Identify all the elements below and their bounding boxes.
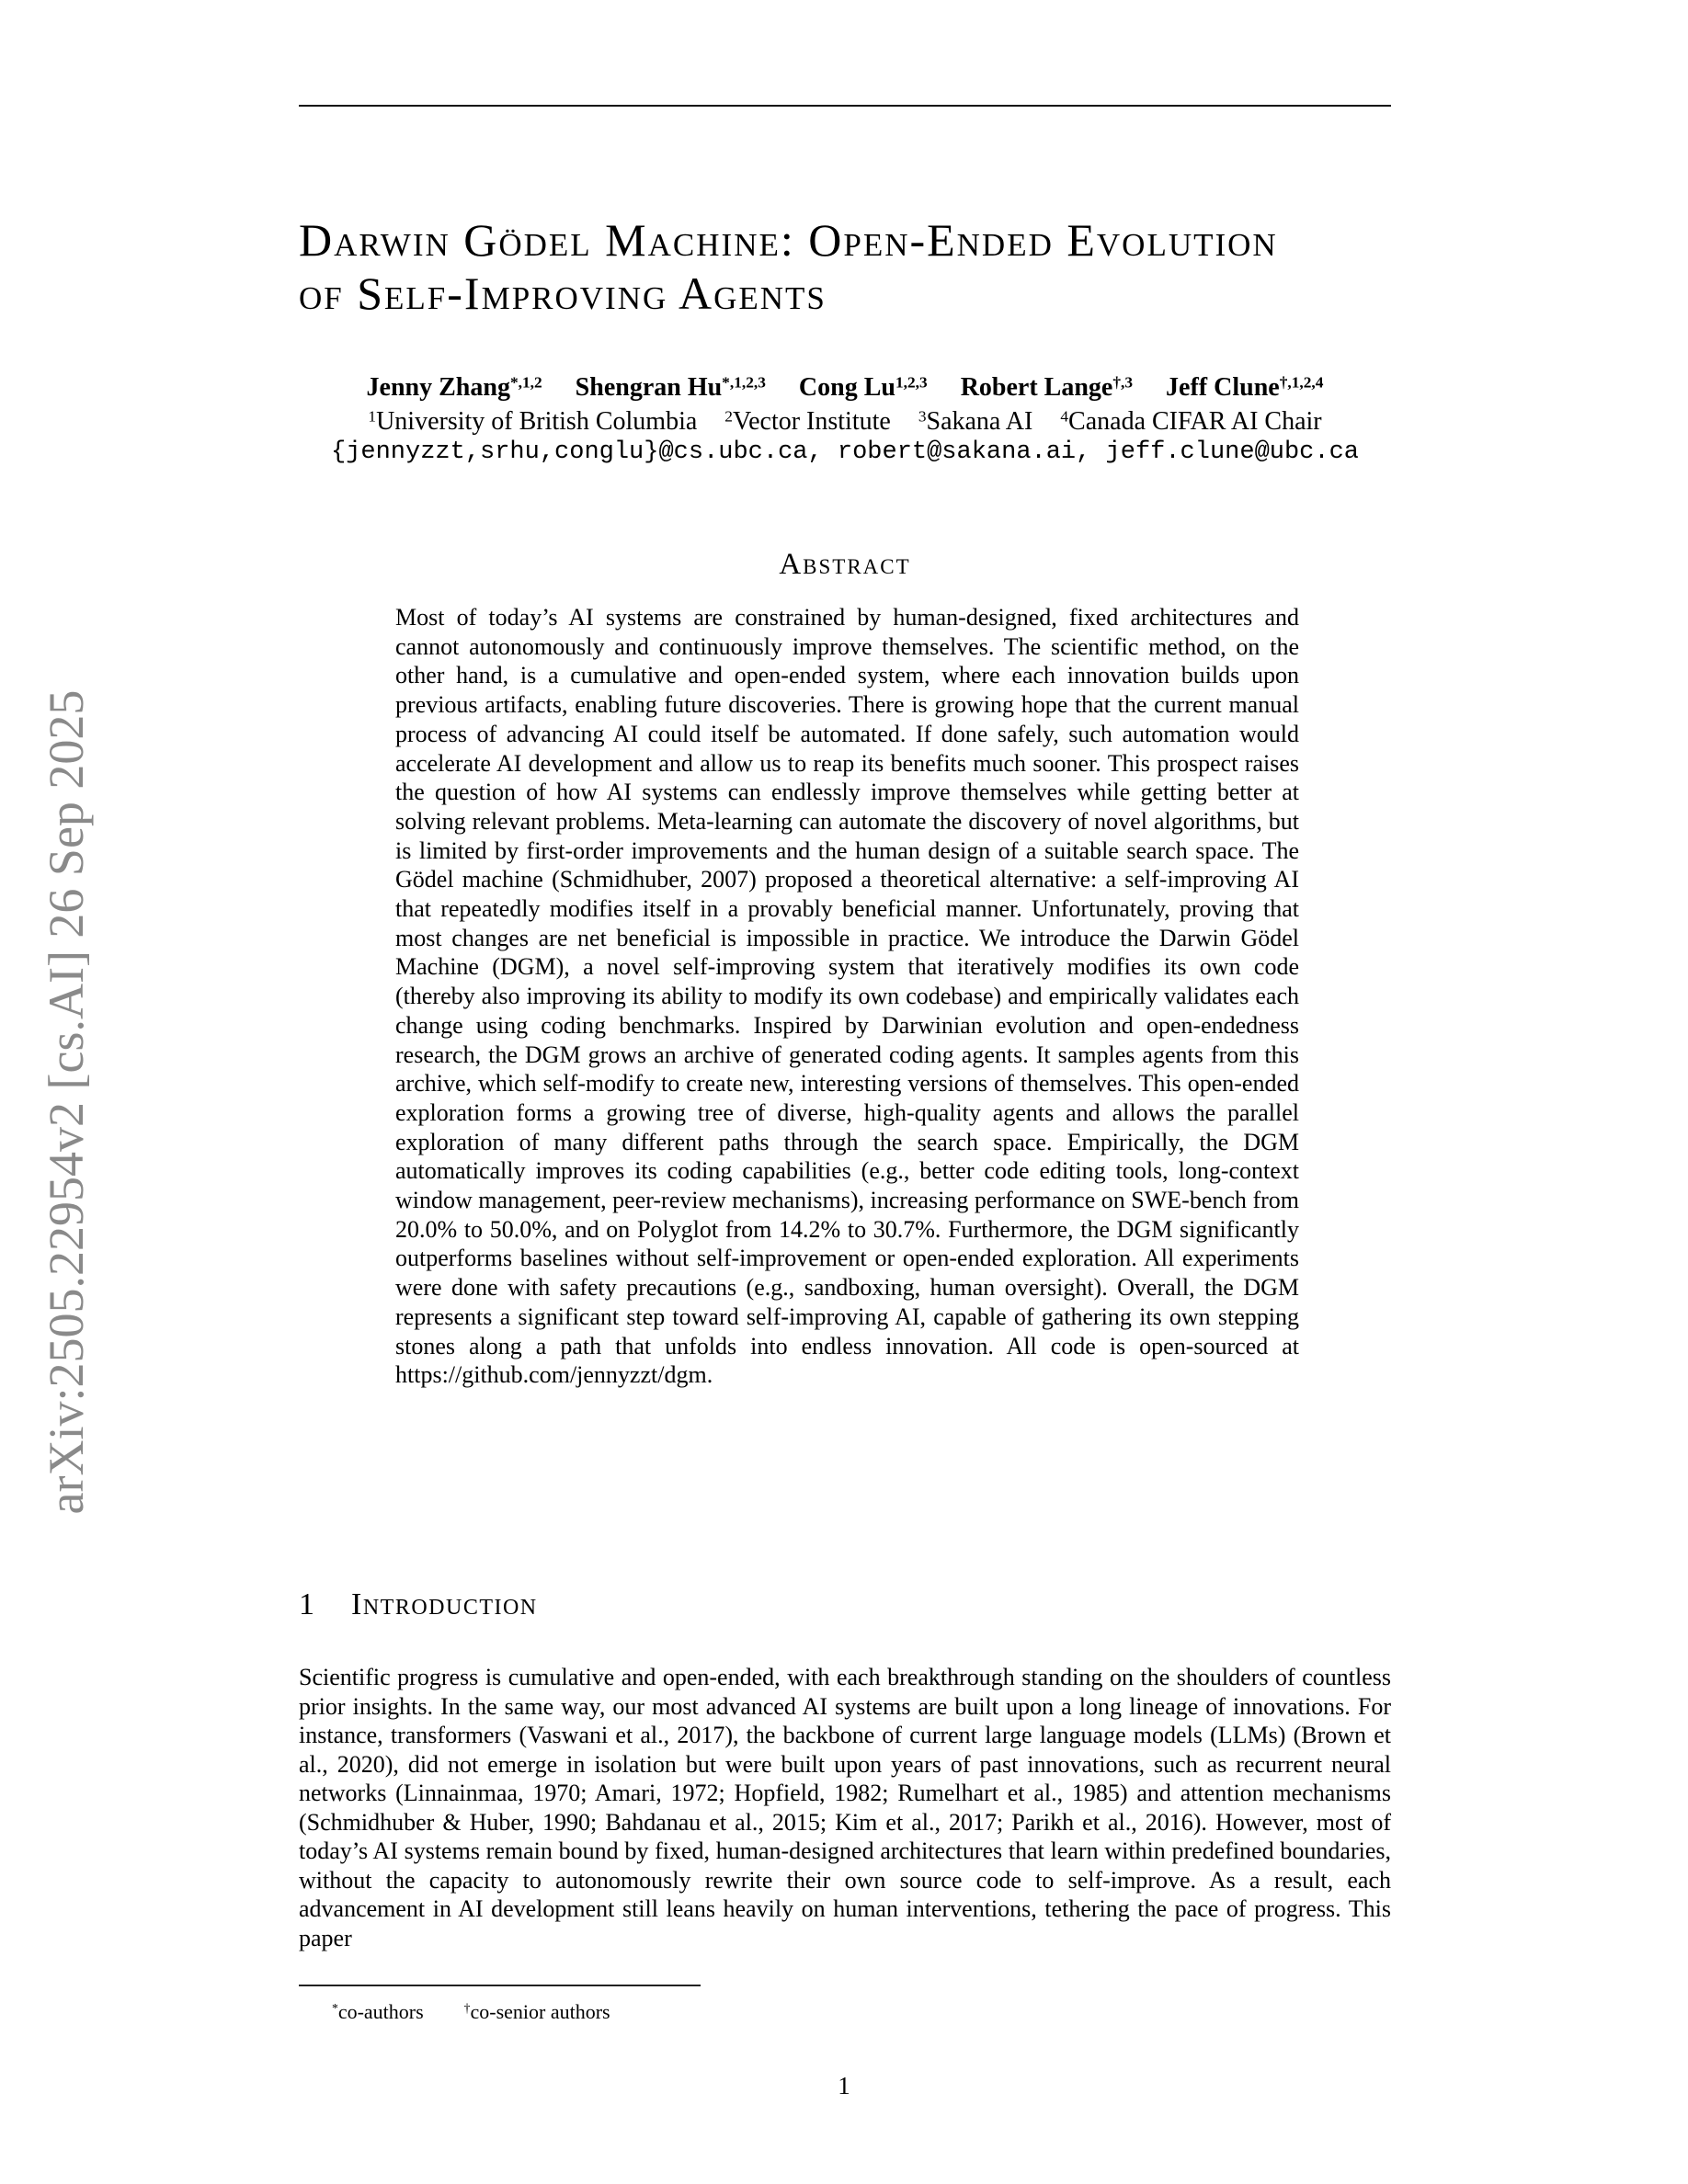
footnote-coauthors bbox=[332, 2000, 424, 2024]
affiliation-list bbox=[299, 407, 1391, 437]
author-name: Shengran Hu bbox=[575, 373, 723, 402]
section-heading-introduction bbox=[299, 1587, 1391, 1623]
section-number: 1 bbox=[299, 1587, 314, 1621]
footnote-rule bbox=[299, 1985, 701, 1986]
affiliation-cifar bbox=[1060, 407, 1321, 437]
affiliation-name: Sakana AI bbox=[926, 407, 1033, 436]
section-title: Introduction bbox=[351, 1587, 538, 1621]
affiliation-superscript: 3 bbox=[918, 407, 927, 426]
page-number: 1 bbox=[838, 2072, 850, 2099]
author-emails: {jennyzzt,srhu,conglu}@cs.ubc.ca, robert@sakana.ai, jeff.clune@ubc.ca bbox=[331, 438, 1359, 466]
affiliation-superscript: 4 bbox=[1060, 407, 1069, 426]
affiliation-sakana bbox=[918, 407, 1033, 437]
footnote-text: co-senior authors bbox=[470, 2000, 610, 2023]
author-name: Jeff Clune bbox=[1166, 373, 1280, 402]
affiliation-name: Vector Institute bbox=[732, 407, 891, 436]
title-rule bbox=[299, 105, 1391, 107]
affiliation-vector bbox=[724, 407, 891, 437]
author-robert-lange bbox=[961, 373, 1133, 403]
abstract-text: Most of today’s AI systems are constrained by human-designed, fixed architectures and cannot autonomously and continuously improve themselves. The scientific method, on the other hand, is a cumulative and open-ended system, where each innovation builds upon previous artifacts, enabling future discoveries. There is growing hope that the current manual process of advancing AI could itself be automated. If done safely, such automation would accelerate AI development and allow us to reap its benefits much sooner. This prospect raises the question of how AI systems can endlessly improve themselves while getting better at solving relevant problems. Meta-learning can automate the discovery of novel algorithms, but is limited by first-order improvements and the human design of a suitable search space. The Gödel machine (Schmidhuber, 2007) proposed a theoretical alternative: a self-improving AI that repeatedly modifies itself in a provably beneficial manner. Unfortunately, proving that most changes are net beneficial is impossible in practice. We introduce the Darwin Gödel Machine (DGM), a novel self-improving system that iteratively modifies its own code (thereby also improving its ability to modify its own codebase) and empirically validates each change using coding benchmarks. Inspired by Darwinian evolution and open-endedness research, the DGM grows an archive of generated coding agents. It samples agents from this archive, which self-modify to create new, interesting versions of themselves. This open-ended exploration forms a growing tree of diverse, high-quality agents and allows the parallel exploration of many different paths through the search space. Empirically, the DGM automatically improves its coding capabilities (e.g., better code editing tools, long-context window management, peer-review mechanisms), increasing performance on SWE-bench from 20.0% to 50.0%, and on Polyglot from 14.2% to 30.7%. Furthermore, the DGM significantly outperforms baselines without self-improvement or open-ended exploration. All experiments were done with safety precautions (e.g., sandboxing, human oversight). Overall, the DGM represents a significant step toward self-improving AI, capable of gathering its own stepping stones along a path that unfolds into endless innovation. All code is open-sourced at bbox=[395, 604, 1299, 1359]
footnote-symbol: † bbox=[463, 2001, 471, 2016]
author-name: Cong Lu bbox=[798, 373, 895, 402]
abstract-body bbox=[395, 603, 1299, 1390]
author-superscript: *,1,2,3 bbox=[722, 373, 766, 392]
footnote-symbol: * bbox=[332, 2001, 338, 2016]
footnote-text: co-authors bbox=[337, 2000, 424, 2023]
paper-title bbox=[299, 213, 1402, 320]
author-superscript: 1,2,3 bbox=[895, 373, 928, 392]
author-name: Robert Lange bbox=[960, 373, 1113, 402]
author-superscript: *,1,2 bbox=[509, 373, 542, 392]
author-name: Jenny Zhang bbox=[366, 373, 510, 402]
author-superscript: †,3 bbox=[1112, 373, 1134, 392]
arxiv-stamp bbox=[34, 597, 98, 1608]
author-superscript: †,1,2,4 bbox=[1279, 373, 1324, 392]
author-shengran-hu bbox=[576, 373, 766, 403]
abstract-heading: Abstract bbox=[779, 548, 911, 581]
paper-title-line-1: Darwin Gödel Machine: Open-Ended Evolution bbox=[299, 214, 1278, 266]
abstract-text-end: . bbox=[706, 1361, 713, 1389]
author-jeff-clune bbox=[1166, 373, 1323, 403]
affiliation-superscript: 2 bbox=[724, 407, 733, 426]
footnotes bbox=[332, 2000, 610, 2024]
author-list bbox=[299, 373, 1391, 403]
footnote-cosenior bbox=[464, 2000, 610, 2024]
affiliation-superscript: 1 bbox=[368, 407, 377, 426]
affiliation-name: University of British Columbia bbox=[376, 407, 698, 436]
introduction-paragraph: Scientific progress is cumulative and open-ended, with each breakthrough standing on the shoulders of countless prior insights. In the same way, our most advanced AI systems are built upon a long lineage of innovations. For instance, transformers (Vaswani et al., 2017), the backbone of current large language models (LLMs) (Brown et al., 2020), did not emerge in isolation but were built upon years of past innovations, such as recurrent neural networks (Linnainmaa, 1970; Amari, 1972; Hopfield, 1982; Rumelhart et al., 1985) and attention mechanisms (Schmidhuber & Huber, 1990; Bahdanau et al., 2015; Kim et al., 2017; Parikh et al., 2016). However, most of today’s AI systems remain bound by fixed, human-designed architectures that learn within predefined boundaries, without the capacity to autonomously rewrite their own source code to self-improve. As a result, each advancement in AI development still leans heavily on human interventions, tethering the pace of progress. This paper bbox=[299, 1664, 1391, 1951]
paper-title-line-2: of Self-Improving Agents bbox=[299, 267, 827, 319]
author-jenny-zhang bbox=[367, 373, 542, 403]
affiliation-name: Canada CIFAR AI Chair bbox=[1068, 407, 1322, 436]
author-cong-lu bbox=[799, 373, 928, 403]
affiliation-ubc bbox=[368, 407, 697, 437]
arxiv-stamp-text: arXiv:2505.22954v2 [cs.AI] 26 Sep 2025 bbox=[39, 689, 94, 1515]
github-link[interactable]: https://github.com/jennyzzt/dgm bbox=[395, 1361, 707, 1389]
